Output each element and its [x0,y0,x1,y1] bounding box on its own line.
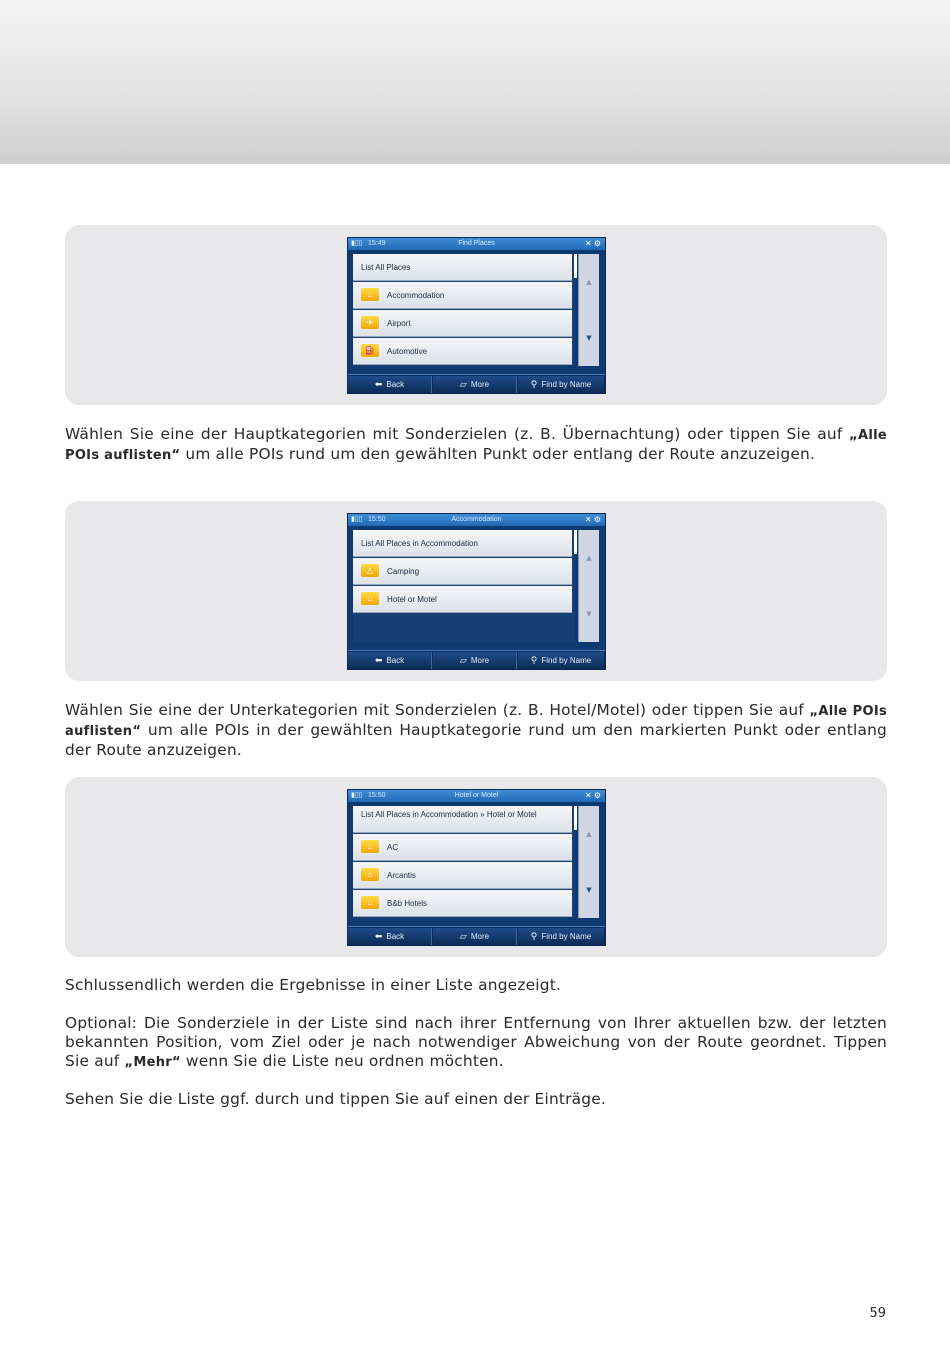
scroll-thumb[interactable] [574,806,577,830]
scrollbar[interactable] [578,254,599,366]
paragraph-5: Sehen Sie die Liste ggf. durch und tippen Sie auf einen der Einträge. [65,1090,607,1108]
scrollbar[interactable] [578,530,599,642]
search-icon: ⚲ [530,931,538,941]
page-header-band [0,0,950,164]
hotel-folder-icon: ⌂ [361,896,379,909]
paragraph-2: Wählen Sie eine der Unterkategorien mit Sonderzielen (z. B. Hotel/Motel) oder tippen Sie auf „Alle POIs auflisten“ um alle POIs in der gewählten Hauptkategorie rund um den markierten Punkt oder entlang der Route anzuzeigen. [65,701,888,759]
search-icon: ⚲ [530,655,538,665]
more-icon: ▱ [459,931,467,941]
list-all-places-row[interactable]: List All Places in Accommodation [353,530,572,557]
scroll-down-icon[interactable]: ▼ [586,334,592,342]
tools-icon[interactable]: ✕ ⚙ [584,239,601,248]
tools-icon[interactable]: ✕ ⚙ [584,515,601,524]
paragraph-3: Schlussendlich werden die Ergebnisse in einer Liste angezeigt. [65,976,562,994]
list-item[interactable]: ⛽ Automotive [353,338,572,365]
bottom-button-bar [348,926,605,946]
find-by-name-button[interactable]: ⚲ Find by Name [518,652,604,669]
nav-screen-hotel-or-motel [347,789,606,946]
back-arrow-icon: ⬅ [374,655,383,665]
hotel-folder-icon: ⌂ [361,592,379,605]
alle-pois-label: „Alle POIs auflisten“ [65,704,888,739]
scroll-thumb[interactable] [574,254,577,278]
more-button[interactable]: ▱ More [433,376,517,393]
list-item[interactable]: ⌂ Hotel or Motel [353,586,572,613]
back-button[interactable]: ⬅ Back [348,928,432,945]
back-button[interactable]: ⬅ Back [348,652,432,669]
list-item[interactable]: △ Camping [353,558,572,585]
list-item[interactable]: ✈ Airport [353,310,572,337]
screen-title: Find Places [458,240,495,247]
list-all-places-row[interactable]: List All Places [353,254,572,281]
poi-list [353,254,575,366]
list-all-places-row[interactable]: List All Places in Accommodation » Hotel or Motel [353,806,572,833]
scroll-down-icon[interactable]: ▼ [586,886,592,894]
find-by-name-button[interactable]: ⚲ Find by Name [518,376,604,393]
list-item[interactable]: ⌂ Accommodation [353,282,572,309]
search-icon: ⚲ [530,379,538,389]
scrollbar[interactable] [578,806,599,918]
back-arrow-icon: ⬅ [374,379,383,389]
list-item[interactable]: ⌂ B&b Hotels [353,890,572,917]
bottom-button-bar [348,374,605,394]
screenshot-panel-1 [65,225,887,405]
camping-folder-icon: △ [361,564,379,577]
back-button[interactable]: ⬅ Back [348,376,432,393]
more-icon: ▱ [459,655,467,665]
page-number: 59 [869,1306,886,1321]
clock: 15:50 [368,792,386,799]
screen-title: Accommodation [451,516,502,523]
nav-screen-accommodation [347,513,606,670]
find-by-name-button[interactable]: ⚲ Find by Name [518,928,604,945]
signal-icon: ▮▯▯ [351,516,363,523]
automotive-folder-icon: ⛽ [361,344,379,357]
airport-folder-icon: ✈ [361,316,379,329]
scroll-up-icon[interactable]: ▲ [586,278,592,286]
signal-icon: ▮▯▯ [351,240,363,247]
list-item[interactable]: ⌂ Arcantis [353,862,572,889]
screenshot-panel-2 [65,501,887,681]
status-bar [348,514,605,526]
poi-list [353,530,575,642]
status-bar [348,790,605,802]
paragraph-1: Wählen Sie eine der Hauptkategorien mit Sonderzielen (z. B. Übernachtung) oder tippen Sie auf „Alle POIs auflisten“ um alle POIs rund um den gewählten Punkt oder entlang der Route anzuzeigen. [65,425,887,463]
clock: 15:50 [368,516,386,523]
back-arrow-icon: ⬅ [374,931,383,941]
poi-list [353,806,575,918]
more-button[interactable]: ▱ More [433,652,517,669]
clock: 15:49 [368,240,386,247]
list-item[interactable]: ⌂ AC [353,834,572,861]
screenshot-panel-3 [65,777,887,957]
accommodation-folder-icon: ⌂ [361,288,379,301]
more-icon: ▱ [459,379,467,389]
nav-screen-find-places [347,237,606,394]
tools-icon[interactable]: ✕ ⚙ [584,791,601,800]
hotel-folder-icon: ⌂ [361,868,379,881]
status-bar [348,238,605,250]
alle-pois-label: „Alle POIs auflisten“ [65,428,887,463]
scroll-up-icon[interactable]: ▲ [586,830,592,838]
screen-title: Hotel or Motel [454,792,499,799]
scroll-up-icon[interactable]: ▲ [586,554,592,562]
more-button[interactable]: ▱ More [433,928,517,945]
hotel-folder-icon: ⌂ [361,840,379,853]
scroll-thumb[interactable] [574,530,577,554]
mehr-label: „Mehr“ [124,1055,181,1070]
paragraph-4: Optional: Die Sonderziele in der Liste sind nach ihrer Entfernung von Ihrer aktuellen bzw. der letzten bekannten Position, vom Ziel oder je nach notwendiger Abweichung von der Route geordnet. Tippen Sie auf „Mehr“ wenn Sie die Liste neu ordnen möchten. [65,1014,887,1070]
bottom-button-bar [348,650,605,670]
scroll-down-icon[interactable]: ▼ [586,610,592,618]
signal-icon: ▮▯▯ [351,792,363,799]
